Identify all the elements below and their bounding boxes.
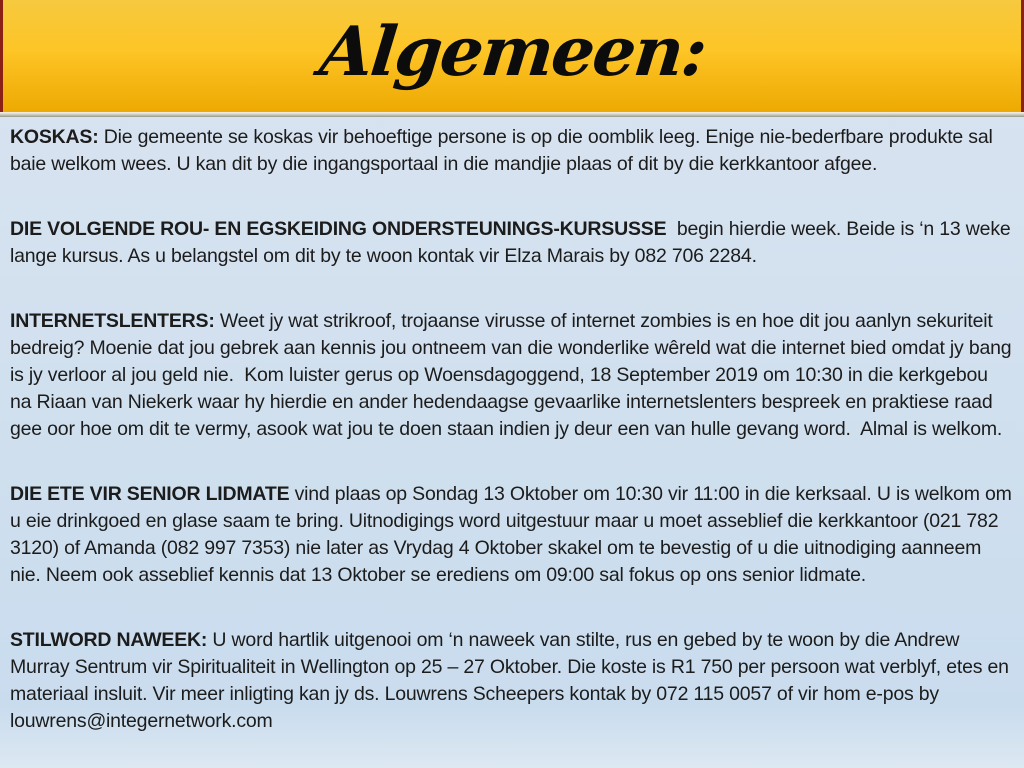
announcement-paragraph <box>10 216 1014 270</box>
announcement-heading: STILWORD NAWEEK: <box>10 629 208 651</box>
paragraph-list <box>10 124 1017 735</box>
announcement-paragraph <box>10 308 1017 443</box>
announcement-text: U word hartlik uitgenooi om ‘n naweek van stilte, rus en gebed by te woon by die Andrew Murray Sentrum vir Spiritualiteit in Wellington op 25 – 27 Oktober. Die koste is R1 750 per persoon wat verblyf, etes en materiaal insluit. Vir meer inligting kan jy ds. Louwrens Scheepers kontak by 072 115 0057 of vir hom e-pos by louwrens@integernetwork.com <box>10 629 1015 732</box>
announcement-paragraph <box>10 124 1014 178</box>
page-title: Algemeen: <box>315 12 709 92</box>
announcement-paragraph <box>10 627 1014 735</box>
announcements-body <box>0 117 1024 768</box>
announcement-text: begin hierdie week. Beide is ‘n 13 weke lange kursus. As u belangstel om dit by te woon kontak vir Elza Marais by 082 706 2284. <box>10 218 1016 267</box>
announcement-text: Weet jy wat strikroof, trojaanse virusse of internet zombies is en hoe dit jou aanlyn sekuriteit bedreig? Moenie dat jou gebrek aan kennis jou ontneem van die wonderlike wêreld wat die internet bied omdat jy bang is jy verloor al jou geld nie. Kom luister gerus op Woensdagoggend, 18 September 2019 om 10:30 in die kerkgebou na Riaan van Niekerk waar hy hierdie en ander hedendaagse gevaarlike internetslenters bespreek en praktiese raad gee oor hoe om dit te vermy, asook wat jou te doen staan indien jy deur een van hulle gevang word. Almal is welkom. <box>10 310 1017 440</box>
announcement-heading: DIE ETE VIR SENIOR LIDMATE <box>10 483 290 505</box>
announcement-heading: KOSKAS: <box>10 126 99 148</box>
announcement-text: Die gemeente se koskas vir behoeftige persone is op die oomblik leeg. Enige nie-bederfbare produkte sal baie welkom wees. U kan dit by die ingangsportaal in die mandjie plaas of dit by die kerkkantoor afgee. <box>10 126 998 175</box>
announcement-paragraph <box>10 481 1017 589</box>
announcement-heading: DIE VOLGENDE ROU- EN EGSKEIDING ONDERSTEUNINGS-KURSUSSE <box>10 218 667 240</box>
announcement-text: vind plaas op Sondag 13 Oktober om 10:30 vir 11:00 in die kerksaal. U is welkom om u eie drinkgoed en glase saam te bring. Uitnodigings word uitgestuur maar u moet asseblief die kerkkantoor (021 782 3120) of Amanda (082 997 7353) nie later as Vrydag 4 Oktober skakel om te bevestig of u die uitnodiging aanneem nie. Neem ook asseblief kennis dat 13 Oktober se erediens om 09:00 sal fokus op ons senior lidmate. <box>10 483 1017 586</box>
announcement-heading: INTERNETSLENTERS: <box>10 310 215 332</box>
title-banner <box>0 0 1024 112</box>
